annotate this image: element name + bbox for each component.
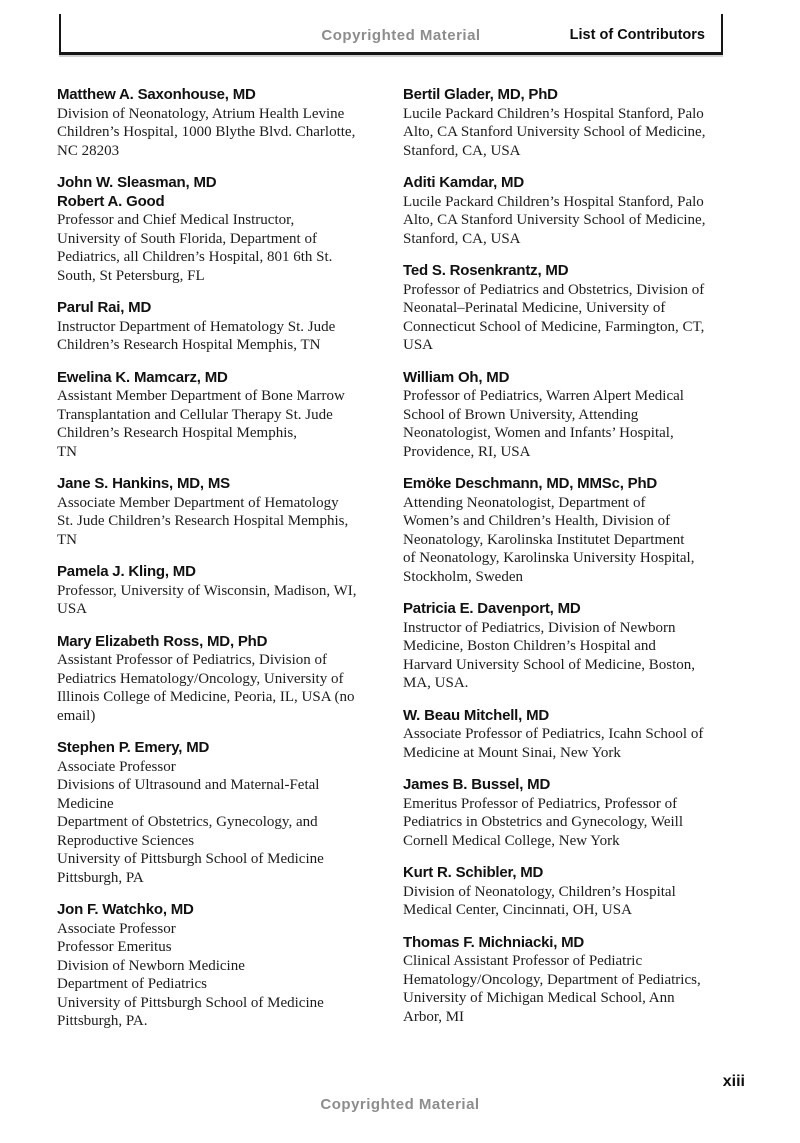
affiliation-line: Professor, University of Wisconsin, Madison, WI, — [57, 582, 357, 599]
affiliation-line: Alto, CA Stanford University School of Medicine, — [403, 212, 706, 228]
affiliation-line: Medical Center, Cincinnati, OH, USA — [403, 902, 632, 918]
affiliation-line: Neonatal–Perinatal Medicine, University of — [403, 300, 666, 316]
affiliation-line: Associate Member Department of Hematology — [57, 494, 339, 511]
affiliation-line: Cornell Medical College, New York — [403, 832, 620, 849]
affiliation-line: Stanford, CA, USA — [403, 230, 521, 247]
footer-watermark: Copyrighted Material — [320, 1096, 480, 1113]
contributor-name: William Oh, MD — [403, 368, 510, 386]
contributor-name: Pamela J. Kling, MD — [57, 563, 196, 580]
affiliation-line: Divisions of Ultrasound and Maternal-Fetal — [57, 777, 320, 793]
page-number: xiii — [722, 1073, 745, 1090]
contributor-entry — [403, 369, 743, 462]
contributor-entry — [57, 299, 397, 355]
contributor-name: Ted S. Rosenkrantz, MD — [403, 262, 569, 279]
affiliation-line: Arbor, MI — [403, 1008, 465, 1025]
contributor-entry — [57, 86, 397, 160]
contributor-column-left — [57, 86, 397, 1031]
affiliation-line: Neonatology, Karolinska Institutet Department — [403, 531, 685, 548]
contributor-entry — [57, 739, 397, 887]
affiliation-line: MA, USA. — [403, 675, 469, 691]
affiliation-line: Professor Emeritus — [57, 939, 172, 955]
contributor-name: Jane S. Hankins, MD, MS — [57, 475, 230, 492]
affiliation-line: Hematology/Oncology, Department of Pediatrics, — [403, 971, 701, 988]
contributor-entry — [57, 475, 397, 549]
affiliation-line: Lucile Packard Children’s Hospital Stanford, Palo — [403, 105, 704, 122]
affiliation-line: Transplantation and Cellular Therapy St. Jude — [57, 406, 333, 423]
affiliation-line: Department of Obstetrics, Gynecology, and — [57, 814, 318, 830]
affiliation-line: Division of Newborn Medicine — [57, 957, 245, 974]
affiliation-line: University of South Florida, Department of — [57, 230, 317, 247]
affiliation-line: Children’s Hospital, 1000 Blythe Blvd. Charlotte, — [57, 124, 356, 140]
affiliation-line: Pittsburgh, PA — [57, 869, 144, 886]
affiliation-line: TN — [57, 531, 77, 548]
contributor-column-right — [403, 86, 743, 1031]
affiliation-line: South, St Petersburg, FL — [57, 267, 205, 284]
affiliation-line: Medicine — [57, 795, 114, 812]
contributor-entry — [403, 262, 743, 355]
affiliation-line: Stanford, CA, USA — [403, 142, 521, 159]
contributor-name: Mary Elizabeth Ross, MD, PhD — [57, 632, 268, 650]
contributor-name: John W. Sleasman, MD — [57, 174, 217, 191]
contributor-entry — [403, 934, 743, 1027]
affiliation-line: Instructor of Pediatrics, Division of Newborn — [403, 619, 676, 636]
affiliation-line: Pediatrics Hematology/Oncology, University of — [57, 670, 344, 687]
affiliation-line: Alto, CA Stanford University School of Medicine, — [403, 124, 706, 140]
contributor-name: Stephen P. Emery, MD — [57, 739, 210, 756]
contributor-columns — [57, 86, 743, 1031]
contributor-name: W. Beau Mitchell, MD — [403, 706, 550, 724]
affiliation-line: Connecticut School of Medicine, Farmington, CT, — [403, 318, 705, 335]
contributor-name: Robert A. Good — [57, 192, 165, 210]
affiliation-line: Pittsburgh, PA. — [57, 1013, 148, 1029]
affiliation-line: Neonatologist, Women and Infants’ Hospital, — [403, 425, 674, 441]
affiliation-line: Lucile Packard Children’s Hospital Stanford, Palo — [403, 193, 704, 210]
contributor-name: Matthew A. Saxonhouse, MD — [57, 86, 256, 103]
affiliation-line: University of Michigan Medical School, Ann — [403, 990, 675, 1006]
affiliation-line: Associate Professor of Pediatrics, Icahn School of — [403, 726, 704, 742]
affiliation-line: School of Brown University, Attending — [403, 406, 639, 423]
affiliation-line: Professor of Pediatrics and Obstetrics, Division of — [403, 281, 705, 298]
affiliation-line: Department of Pediatrics — [57, 976, 207, 992]
affiliation-line: of Neonatology, Karolinska University Hospital, — [403, 550, 695, 566]
header-watermark: Copyrighted Material — [321, 27, 481, 44]
affiliation-line: Providence, RI, USA — [403, 443, 531, 460]
contributor-name: Patricia E. Davenport, MD — [403, 600, 581, 617]
affiliation-line: email) — [57, 707, 96, 724]
affiliation-line: USA — [57, 601, 88, 617]
contributor-entry — [57, 369, 397, 462]
contributor-entry — [403, 475, 743, 586]
contributor-entry — [57, 901, 397, 1031]
contributor-name: Thomas F. Michniacki, MD — [403, 933, 585, 951]
contributor-entry — [57, 563, 397, 619]
contributor-entry — [57, 174, 397, 285]
contributor-name: Bertil Glader, MD, PhD — [403, 86, 558, 103]
affiliation-line: Associate Professor — [57, 920, 176, 937]
contributor-name: Kurt R. Schibler, MD — [403, 864, 544, 881]
affiliation-line: USA — [403, 337, 434, 353]
affiliation-line: Stockholm, Sweden — [403, 568, 523, 585]
affiliation-line: Pediatrics in Obstetrics and Gynecology, Weill — [403, 814, 683, 830]
affiliation-line: Attending Neonatologist, Department of — [403, 494, 646, 511]
affiliation-line: Assistant Professor of Pediatrics, Division of — [57, 652, 327, 668]
contributor-entry — [57, 633, 397, 726]
affiliation-line: Division of Neonatology, Children’s Hospital — [403, 883, 676, 900]
affiliation-line: St. Jude Children’s Research Hospital Memphis, — [57, 513, 349, 529]
affiliation-line: Professor and Chief Medical Instructor, — [57, 212, 295, 228]
contributor-name: Jon F. Watchko, MD — [57, 901, 194, 918]
affiliation-line: Reproductive Sciences — [57, 832, 195, 849]
contributor-name: Parul Rai, MD — [57, 299, 152, 316]
contributor-entry — [403, 707, 743, 763]
affiliation-line: Medicine at Mount Sinai, New York — [403, 744, 621, 761]
header-frame — [59, 14, 723, 55]
contributor-entry — [403, 600, 743, 693]
affiliation-line: University of Pittsburgh School of Medicine — [57, 851, 324, 867]
affiliation-line: Emeritus Professor of Pediatrics, Professor of — [403, 795, 678, 812]
affiliation-line: Harvard University School of Medicine, Boston, — [403, 656, 696, 673]
contributor-entry — [403, 864, 743, 920]
affiliation-line: University of Pittsburgh School of Medicine — [57, 994, 324, 1011]
contributor-name: Ewelina K. Mamcarz, MD — [57, 368, 228, 386]
affiliation-line: TN — [57, 443, 77, 460]
contributor-name: James B. Bussel, MD — [403, 776, 551, 793]
contributor-name: Emöke Deschmann, MD, MMSc, PhD — [403, 475, 658, 492]
page-title: List of Contributors — [569, 27, 705, 43]
affiliation-line: Medicine, Boston Children’s Hospital and — [403, 638, 656, 654]
affiliation-line: Professor of Pediatrics, Warren Alpert Medical — [403, 388, 684, 404]
affiliation-line: Children’s Research Hospital Memphis, — [57, 425, 297, 441]
contributor-entry — [403, 776, 743, 850]
affiliation-line: Illinois College of Medicine, Peoria, IL, USA (no — [57, 689, 355, 705]
affiliation-line: Women’s and Children’s Health, Division of — [403, 513, 671, 529]
affiliation-line: NC 28203 — [57, 142, 120, 159]
affiliation-line: Division of Neonatology, Atrium Health Levine — [57, 105, 345, 122]
affiliation-line: Instructor Department of Hematology St. Jude — [57, 318, 336, 335]
affiliation-line: Assistant Member Department of Bone Marrow — [57, 388, 345, 404]
contributor-entry — [403, 174, 743, 248]
affiliation-line: Children’s Research Hospital Memphis, TN — [57, 337, 321, 353]
contributor-entry — [403, 86, 743, 160]
affiliation-line: Pediatrics, all Children’s Hospital, 801 6th St. — [57, 249, 333, 265]
affiliation-line: Associate Professor — [57, 758, 176, 775]
affiliation-line: Clinical Assistant Professor of Pediatric — [403, 953, 643, 969]
contributor-name: Aditi Kamdar, MD — [403, 174, 524, 191]
